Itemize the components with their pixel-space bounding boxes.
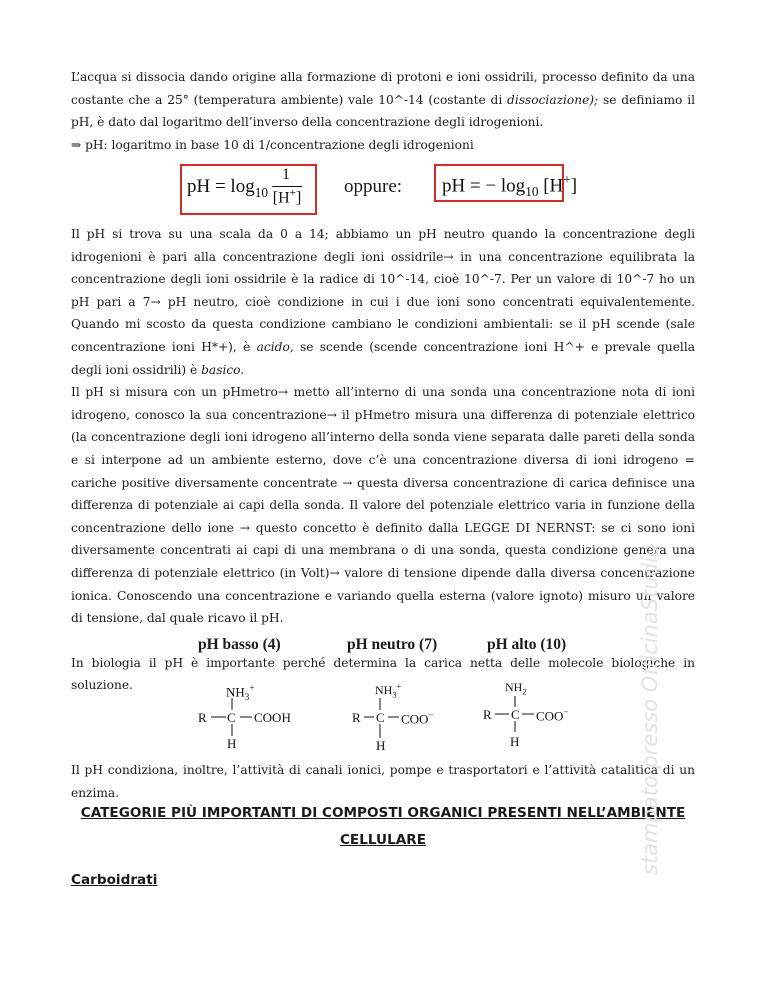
section-title-line2: CELLULARE [339,832,427,848]
formula-neg-log-text: pH = − $\log_{10} [H^+]$ [442,172,578,200]
watermark-text: stampato presso OfficinaStudio [638,544,662,875]
molecule-low-r: R [198,710,207,725]
document-body-enzyme [71,759,695,804]
molecule-neutral-ph [352,680,462,756]
molecule-neutral-top: $NH_3^+$ [375,682,402,700]
paragraph-biology: In biologia il pH è importante perché determina la carica netta delle molecole biologiche in soluzione. [71,655,695,693]
molecule-low-ph [198,680,308,756]
formula-oppure: oppure: [344,176,403,197]
section-title-line1: CATEGORIE PIÙ IMPORTANTI DI COMPOSTI ORGANICI PRESENTI NELL’AMBIENTE [80,805,686,821]
document-body-continued [71,223,695,700]
molecule-high-top: $NH_2$ [505,680,527,697]
molecule-neutral-right: COO− [401,710,434,727]
paragraph-dissociation: L’acqua si dissocia dando origine alla formazione di protoni e ioni ossidrili, processo definito da una costante che a 25° (temperatura ambiente) vale 10^-14 (costante di dissociazione); se definiamo il pH, è dato dal logaritmo dell’inverso della concentrazione degli idrogenioni. [71,70,695,130]
molecule-low-top: $NH_3^+$ [226,683,255,702]
ph-neutral-label: pH neutro (7) [347,636,438,653]
molecule-high-ph [483,678,593,754]
molecule-neutral-c: C [376,710,385,725]
fraction-denominator: [H+] [272,187,302,207]
molecule-neutral-r: R [352,710,361,725]
paragraph-ph-conditions: Il pH condiziona, inoltre, l’attività di canali ionici, pompe e trasportatori e l’attività catalitica di un enzima. [71,763,695,800]
document-body [71,66,695,156]
molecule-high-bottom: H [510,734,520,749]
molecule-high-c: C [511,707,520,722]
molecule-high-r: R [483,707,492,722]
paragraph-ph-definition: ⇒ pH: logaritmo in base 10 di 1/concentrazione degli idrogenioni [71,137,474,152]
molecule-low-right: COOH [254,710,291,725]
ph-formula-log-box [434,164,578,202]
molecule-low-c: C [227,710,236,725]
formula-log-text: pH = $\log_{10}$ [187,176,269,200]
paragraph-phmeter: Il pH si misura con un pHmetro→ metto all’interno di una sonda una concentrazione nota di ioni idrogeno, conosco la sua concentrazione→ il pHmetro misura una differenza di potenziale elettrico (la concentrazione degli ioni idrogeno all’interno della sonda viene separata dalle pareti della sonda e si interpone ad un ambiente esterno, dove c’è una concentrazione diversa di ioni idrogeno = cariche positive diversamente concentrate → questa diversa concentrazione di carica definisce una differenza di potenziale ai capi della sonda. Il valore del potenziale elettrico varia in funzione della concentrazione dello ione → questo concetto è definito dalla LEGGE DI NERNST: se ci sono ioni diversamente concentrati ai capi di una membrana o di una sonda, questa condizione genera una differenza di potenziale elettrico (in Volt)→ valore di tensione dipende dalla diversa concentrazione ionica. Conoscendo una concentrazione e variando quella esterna (valore ignoto) misuro un valore di tensione, dal quale ricavo il pH. [71,385,695,626]
paragraph-ph-scale: Il pH si trova su una scala da 0 a 14; abbiamo un pH neutro quando la concentrazione degli idrogenioni è pari alla concentrazione degli ioni ossidrile→ in una concentrazione equilibrata la concentrazione degli ioni ossidrile è la radice di 10^-14, cioè 10^-7. Per un valore di 10^-7 ho un pH pari a 7→ pH neutro, cioè condizione in cui i due ioni sono concentrati equivalentemente. Quando mi scosto da questa condizione cambiano le condizioni ambientali: se il pH scende (sale concentrazione ioni H*+), è acido, se scende (scende concentrazione ioni H^+ e prevale quella degli ioni ossidrili) è basico. [71,227,695,377]
molecule-high-right: COO− [536,707,569,724]
ph-low-label: pH basso (4) [198,636,281,653]
ph-formula-fraction-box [180,164,317,215]
molecule-neutral-bottom: H [376,738,386,753]
molecule-low-bottom: H [227,736,237,751]
ph-high-label: pH alto (10) [487,636,567,653]
ph-formulas [180,164,600,216]
fraction-numerator: 1 [282,166,290,183]
subheading-carboidrati: Carboidrati [71,872,158,888]
